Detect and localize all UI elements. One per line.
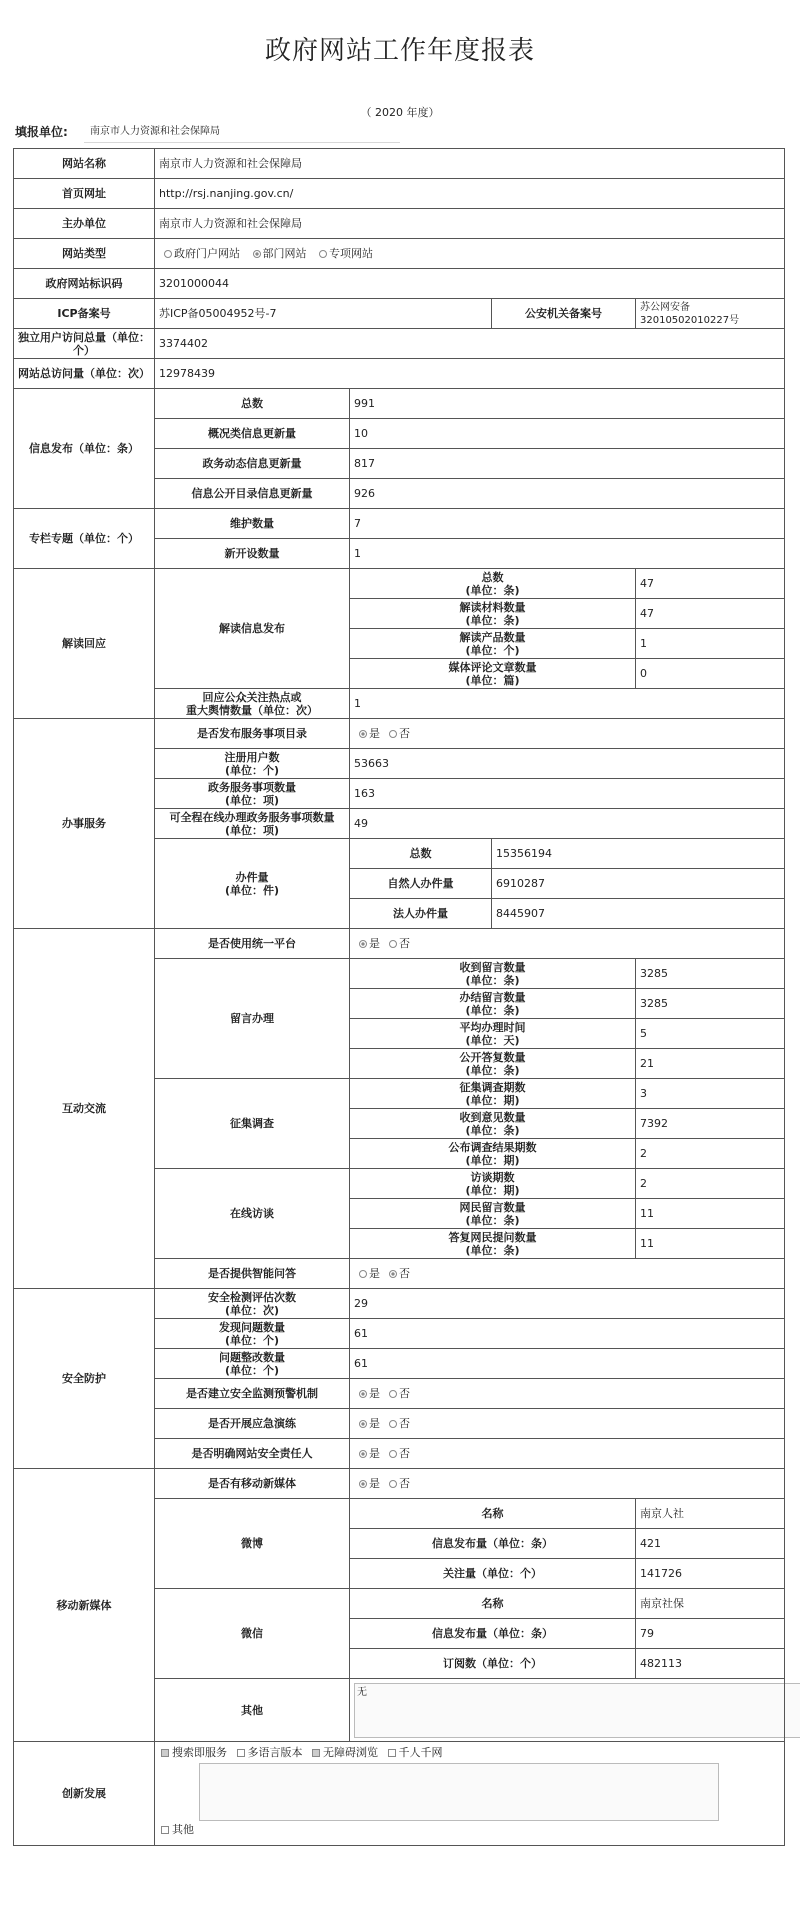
interpret-material-value: 47 [636, 599, 785, 629]
mobile-other-textarea[interactable]: 无 [354, 1683, 800, 1738]
info-open-value: 926 [350, 479, 785, 509]
radio-department-label: 部门网站 [262, 247, 307, 260]
checkbox-accessible[interactable] [312, 1749, 320, 1757]
smart-radios [350, 1259, 785, 1289]
checkbox-personalized-label: 千人千网 [398, 1746, 443, 1759]
home-value: http://rsj.nanjing.gov.cn/ [155, 179, 785, 209]
interpret-material-label: 解读材料数量 (单位：条) [350, 599, 636, 629]
police-label: 公安机关备案号 [492, 299, 636, 329]
report-year: （ 2020 年度） [360, 106, 440, 119]
weibo-posts-value: 421 [636, 1529, 785, 1559]
radio-no[interactable] [389, 1480, 397, 1488]
wechat-label: 微信 [155, 1589, 350, 1679]
row-icp [14, 299, 785, 329]
service-catalog-label: 是否发布服务事项目录 [155, 719, 350, 749]
service-users-value: 53663 [350, 749, 785, 779]
info-section-label: 信息发布（单位：条） [14, 389, 155, 509]
row-type [14, 239, 785, 269]
service-items-label: 政务服务事项数量 (单位：项) [155, 779, 350, 809]
mobile-section-label: 移动新媒体 [14, 1469, 155, 1742]
radio-no[interactable] [389, 730, 397, 738]
row-uv [14, 329, 785, 359]
msg-pub-label: 公开答复数量 (单位：条) [350, 1049, 636, 1079]
mobile-other-label: 其他 [155, 1679, 350, 1742]
interpret-media-value: 0 [636, 659, 785, 689]
column-new-label: 新开设数量 [155, 539, 350, 569]
sec-fixed-value: 61 [350, 1349, 785, 1379]
row-pv [14, 359, 785, 389]
sec-drill-radios [350, 1409, 785, 1439]
platform-radios [350, 929, 785, 959]
info-news-label: 政务动态信息更新量 [155, 449, 350, 479]
row-home [14, 179, 785, 209]
interpret-product-label: 解读产品数量 (单位：个) [350, 629, 636, 659]
radio-portal-label: 政府门户网站 [174, 247, 240, 260]
radio-no[interactable] [389, 1270, 397, 1278]
survey-result-label: 公布调查结果期数 (单位：期) [350, 1139, 636, 1169]
msg-time-label: 平均办理时间 (单位：天) [350, 1019, 636, 1049]
cases-total-label: 总数 [350, 839, 492, 869]
cases-corp-value: 8445907 [492, 899, 785, 929]
wechat-subs-label: 订阅数（单位：个） [350, 1649, 636, 1679]
checkbox-personalized[interactable] [388, 1749, 396, 1757]
row-id [14, 269, 785, 299]
msg-recv-value: 3285 [636, 959, 785, 989]
checkbox-multilang-label: 多语言版本 [247, 1746, 303, 1759]
radio-no[interactable] [389, 1420, 397, 1428]
sec-fixed-label: 问题整改数量 (单位：个) [155, 1349, 350, 1379]
sec-resp-radios [350, 1439, 785, 1469]
interpret-media-label: 媒体评论文章数量 (单位：篇) [350, 659, 636, 689]
weibo-follow-value: 141726 [636, 1559, 785, 1589]
id-label: 政府网站标识码 [14, 269, 155, 299]
pv-label: 网站总访问量（单位：次） [14, 359, 155, 389]
radio-yes[interactable] [359, 1480, 367, 1488]
radio-no[interactable] [389, 1450, 397, 1458]
radio-portal[interactable] [164, 250, 172, 258]
msg-label: 留言办理 [155, 959, 350, 1079]
sec-found-label: 发现问题数量 (单位：个) [155, 1319, 350, 1349]
sec-drill-label: 是否开展应急演练 [155, 1409, 350, 1439]
service-section-label: 办事服务 [14, 719, 155, 929]
wechat-posts-label: 信息发布量（单位：条） [350, 1619, 636, 1649]
interpret-response-label: 回应公众关注热点或 重大舆情数量（单位：次） [155, 689, 350, 719]
radio-no-label: 否 [399, 937, 410, 950]
mobile-other-cell [350, 1679, 785, 1742]
icp-value: 苏ICP备05004952号-7 [155, 299, 492, 329]
checkbox-other[interactable] [161, 1826, 169, 1834]
radio-no-label: 否 [399, 1417, 410, 1430]
weibo-posts-label: 信息发布量（单位：条） [350, 1529, 636, 1559]
weibo-label: 微博 [155, 1499, 350, 1589]
service-catalog-radios [350, 719, 785, 749]
info-total-value: 991 [350, 389, 785, 419]
cases-person-label: 自然人办件量 [350, 869, 492, 899]
radio-no-label: 否 [399, 1267, 410, 1280]
radio-yes-label: 是 [369, 937, 380, 950]
weibo-name-label: 名称 [350, 1499, 636, 1529]
column-maintain-label: 维护数量 [155, 509, 350, 539]
radio-department[interactable] [253, 250, 261, 258]
radio-no[interactable] [389, 940, 397, 948]
row-site-name [14, 149, 785, 179]
survey-num-value: 3 [636, 1079, 785, 1109]
checkbox-accessible-label: 无障碍浏览 [323, 1746, 378, 1759]
interview-label: 在线访谈 [155, 1169, 350, 1259]
cases-person-value: 6910287 [492, 869, 785, 899]
iv-ans-value: 11 [636, 1229, 785, 1259]
service-items-value: 163 [350, 779, 785, 809]
radio-special[interactable] [319, 250, 327, 258]
service-online-value: 49 [350, 809, 785, 839]
radio-yes[interactable] [359, 1450, 367, 1458]
info-overview-label: 概况类信息更新量 [155, 419, 350, 449]
cases-corp-label: 法人办件量 [350, 899, 492, 929]
sec-found-value: 61 [350, 1319, 785, 1349]
site-name-value: 南京市人力资源和社会保障局 [155, 149, 785, 179]
checkbox-search-service[interactable] [161, 1749, 169, 1757]
radio-yes-label: 是 [369, 727, 380, 740]
row-host [14, 209, 785, 239]
checkbox-multilang[interactable] [237, 1749, 245, 1757]
survey-label: 征集调查 [155, 1079, 350, 1169]
site-name-label: 网站名称 [14, 149, 155, 179]
msg-recv-label: 收到留言数量 (单位：条) [350, 959, 636, 989]
info-total-label: 总数 [155, 389, 350, 419]
interpret-total-value: 47 [636, 569, 785, 599]
radio-no-label: 否 [399, 727, 410, 740]
home-label: 首页网址 [14, 179, 155, 209]
msg-pub-value: 21 [636, 1049, 785, 1079]
service-cases-label: 办件量 (单位：件) [155, 839, 350, 929]
report-table [13, 148, 785, 1846]
sec-resp-label: 是否明确网站安全责任人 [155, 1439, 350, 1469]
radio-yes-label: 是 [369, 1417, 380, 1430]
column-new-value: 1 [350, 539, 785, 569]
msg-time-value: 5 [636, 1019, 785, 1049]
interpret-section-label: 解读回应 [14, 569, 155, 719]
icp-label: ICP备案号 [14, 299, 155, 329]
iv-num-label: 访谈期数 (单位：期) [350, 1169, 636, 1199]
reporter-field[interactable]: 南京市人力资源和社会保障局 [84, 124, 400, 143]
interaction-section-label: 互动交流 [14, 929, 155, 1289]
radio-no-label: 否 [399, 1477, 410, 1490]
msg-done-value: 3285 [636, 989, 785, 1019]
type-label: 网站类型 [14, 239, 155, 269]
weibo-follow-label: 关注量（单位：个） [350, 1559, 636, 1589]
radio-yes[interactable] [359, 1390, 367, 1398]
radio-no-label: 否 [399, 1447, 410, 1460]
page-title: 政府网站工作年度报表 [264, 36, 535, 66]
host-value: 南京市人力资源和社会保障局 [155, 209, 785, 239]
innovation-options [159, 1746, 780, 1759]
radio-yes-label: 是 [369, 1267, 380, 1280]
msg-done-label: 办结留言数量 (单位：条) [350, 989, 636, 1019]
info-overview-value: 10 [350, 419, 785, 449]
sec-eval-value: 29 [350, 1289, 785, 1319]
host-label: 主办单位 [14, 209, 155, 239]
checkbox-search-service-label: 搜索即服务 [172, 1746, 227, 1759]
police-value: 苏公网安备 32010502010227号 [636, 299, 785, 329]
service-online-label: 可全程在线办理政务服务事项数量 (单位：项) [155, 809, 350, 839]
pv-value: 12978439 [155, 359, 785, 389]
security-section-label: 安全防护 [14, 1289, 155, 1469]
mobile-has-radios [350, 1469, 785, 1499]
iv-msg-label: 网民留言数量 (单位：条) [350, 1199, 636, 1229]
iv-ans-label: 答复网民提问数量 (单位：条) [350, 1229, 636, 1259]
survey-opinion-label: 收到意见数量 (单位：条) [350, 1109, 636, 1139]
wechat-name-label: 名称 [350, 1589, 636, 1619]
innovation-other-textarea[interactable] [199, 1763, 719, 1821]
interpret-product-value: 1 [636, 629, 785, 659]
info-open-label: 信息公开目录信息更新量 [155, 479, 350, 509]
reporter-label: 填报单位: [15, 125, 68, 139]
platform-label: 是否使用统一平台 [155, 929, 350, 959]
interpret-response-value: 1 [350, 689, 785, 719]
uv-value: 3374402 [155, 329, 785, 359]
survey-num-label: 征集调查期数 (单位：期) [350, 1079, 636, 1109]
weibo-name-value: 南京人社 [636, 1499, 785, 1529]
radio-yes-label: 是 [369, 1477, 380, 1490]
radio-yes[interactable] [359, 940, 367, 948]
column-maintain-value: 7 [350, 509, 785, 539]
radio-yes[interactable] [359, 1420, 367, 1428]
uv-label: 独立用户访问总量（单位：个） [14, 329, 155, 359]
iv-msg-value: 11 [636, 1199, 785, 1229]
sec-monitor-radios [350, 1379, 785, 1409]
radio-special-label: 专项网站 [329, 247, 373, 260]
smart-label: 是否提供智能问答 [155, 1259, 350, 1289]
cases-total-value: 15356194 [492, 839, 785, 869]
innovation-section-label: 创新发展 [14, 1742, 155, 1846]
radio-yes-label: 是 [369, 1387, 380, 1400]
radio-yes[interactable] [359, 730, 367, 738]
iv-num-value: 2 [636, 1169, 785, 1199]
interpret-total-label: 总数 (单位：条) [350, 569, 636, 599]
service-users-label: 注册用户数 (单位：个) [155, 749, 350, 779]
info-news-value: 817 [350, 449, 785, 479]
checkbox-other-label: 其他 [172, 1823, 194, 1836]
interpret-publish-label: 解读信息发布 [155, 569, 350, 689]
type-radio-group [155, 239, 785, 269]
sec-monitor-label: 是否建立安全监测预警机制 [155, 1379, 350, 1409]
mobile-has-label: 是否有移动新媒体 [155, 1469, 350, 1499]
column-section-label: 专栏专题（单位：个） [14, 509, 155, 569]
radio-no-label: 否 [399, 1387, 410, 1400]
survey-opinion-value: 7392 [636, 1109, 785, 1139]
id-value: 3201000044 [155, 269, 785, 299]
radio-yes-label: 是 [369, 1447, 380, 1460]
wechat-posts-value: 79 [636, 1619, 785, 1649]
innovation-cell [155, 1742, 785, 1846]
wechat-name-value: 南京社保 [636, 1589, 785, 1619]
sec-eval-label: 安全检测评估次数 (单位：次) [155, 1289, 350, 1319]
radio-yes[interactable] [359, 1270, 367, 1278]
radio-no[interactable] [389, 1390, 397, 1398]
survey-result-value: 2 [636, 1139, 785, 1169]
wechat-subs-value: 482113 [636, 1649, 785, 1679]
